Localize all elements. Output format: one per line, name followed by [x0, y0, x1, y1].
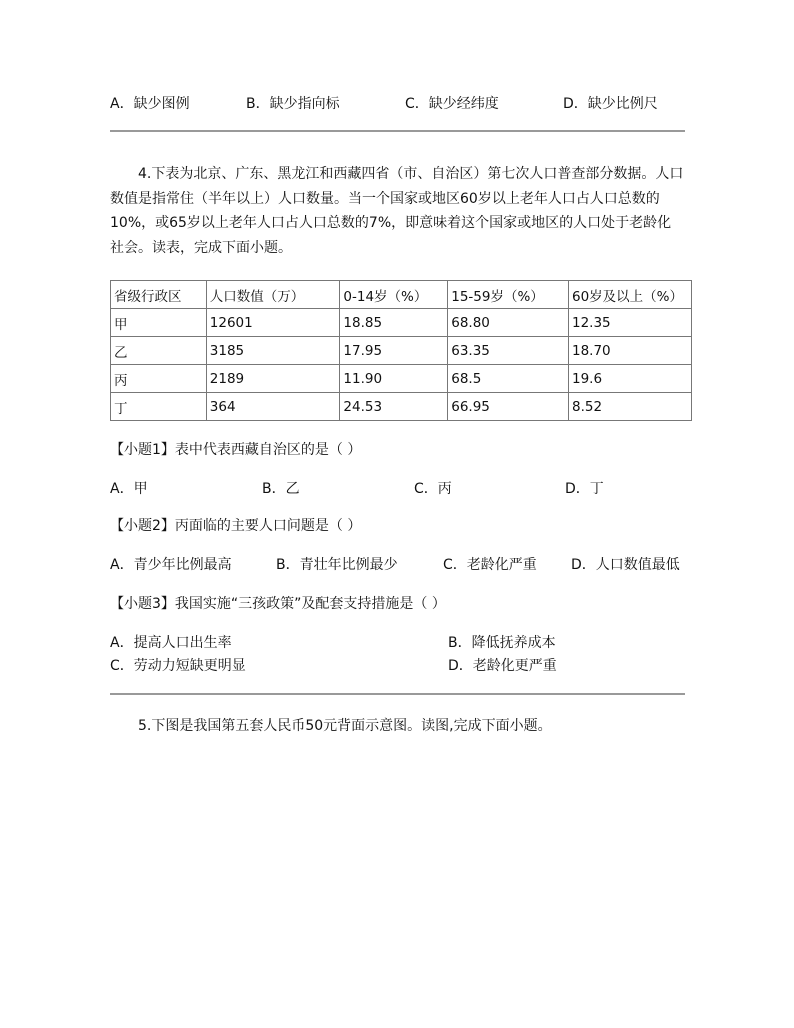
option-c: C．劳动力短缺更明显 — [110, 658, 246, 674]
table-cell: 丁 — [111, 393, 207, 421]
table-cell: 3185 — [206, 337, 340, 365]
table-cell: 18.70 — [569, 337, 692, 365]
divider — [110, 130, 685, 132]
q5-intro: 5.下图是我国第五套人民币50元背面示意图。读图,完成下面小题。 — [138, 718, 552, 734]
option-d: D．老龄化更严重 — [448, 658, 557, 674]
q4-intro: 4.下表为北京、广东、黑龙江和西藏四省（市、自治区）第七次人口普查部分数据。人口数值是指常住（半年以上）人口数量。当一个国家或地区60岁以上老年人口占人口总数的10%，或65岁以上老年人口占人口总数的7%，即意味着这个国家或地区的人口处于老龄化社会。读表，完成下面小题。 — [110, 166, 684, 256]
option-c: C．老龄化严重 — [443, 557, 537, 573]
table-cell: 11.90 — [340, 365, 448, 393]
table-cell: 18.85 — [340, 309, 448, 337]
table-cell: 68.80 — [448, 309, 569, 337]
sub-question-1: 【小题1】表中代表西藏自治区的是（ ） — [110, 442, 362, 458]
option-a: A．缺少图例 — [110, 96, 190, 112]
sub-question-2: 【小题2】丙面临的主要人口问题是（ ） — [110, 518, 362, 534]
option-b: B．降低抚养成本 — [448, 635, 556, 651]
sub-question-3: 【小题3】我国实施“三孩政策”及配套支持措施是（ ） — [110, 596, 446, 612]
table-row — [111, 365, 692, 393]
table-header: 0-14岁（%） — [340, 281, 448, 309]
table-header: 60岁及以上（%） — [569, 281, 692, 309]
q3-options — [110, 94, 690, 114]
table-cell: 63.35 — [448, 337, 569, 365]
table-cell: 乙 — [111, 337, 207, 365]
table-row — [111, 393, 692, 421]
table-cell: 66.95 — [448, 393, 569, 421]
table-cell: 8.52 — [569, 393, 692, 421]
divider — [110, 693, 685, 695]
option-a: A．青少年比例最高 — [110, 557, 232, 573]
option-a: A．甲 — [110, 481, 148, 497]
table-cell: 12601 — [206, 309, 340, 337]
sub3-options-row-2 — [110, 656, 690, 676]
option-a: A．提高人口出生率 — [110, 635, 232, 651]
table-cell: 68.5 — [448, 365, 569, 393]
table-cell: 24.53 — [340, 393, 448, 421]
table-cell: 12.35 — [569, 309, 692, 337]
sub3-options-row-1 — [110, 633, 690, 653]
option-d: D．丁 — [565, 481, 604, 497]
population-table — [110, 280, 692, 421]
table-cell: 17.95 — [340, 337, 448, 365]
table-header: 省级行政区 — [111, 281, 207, 309]
table-cell: 甲 — [111, 309, 207, 337]
option-b: B．乙 — [262, 481, 300, 497]
table-cell: 19.6 — [569, 365, 692, 393]
table-header: 15-59岁（%） — [448, 281, 569, 309]
table-row — [111, 309, 692, 337]
option-d: D．缺少比例尺 — [563, 96, 658, 112]
option-b: B．青壮年比例最少 — [276, 557, 398, 573]
table-header: 人口数值（万） — [206, 281, 340, 309]
table-cell: 丙 — [111, 365, 207, 393]
sub2-options — [110, 555, 690, 575]
option-c: C．丙 — [414, 481, 452, 497]
option-b: B．缺少指向标 — [246, 96, 340, 112]
option-c: C．缺少经纬度 — [405, 96, 499, 112]
table-cell: 2189 — [206, 365, 340, 393]
sub1-options — [110, 479, 690, 499]
table-header-row — [111, 281, 692, 309]
option-d: D．人口数值最低 — [571, 557, 680, 573]
table-row — [111, 337, 692, 365]
table-cell: 364 — [206, 393, 340, 421]
